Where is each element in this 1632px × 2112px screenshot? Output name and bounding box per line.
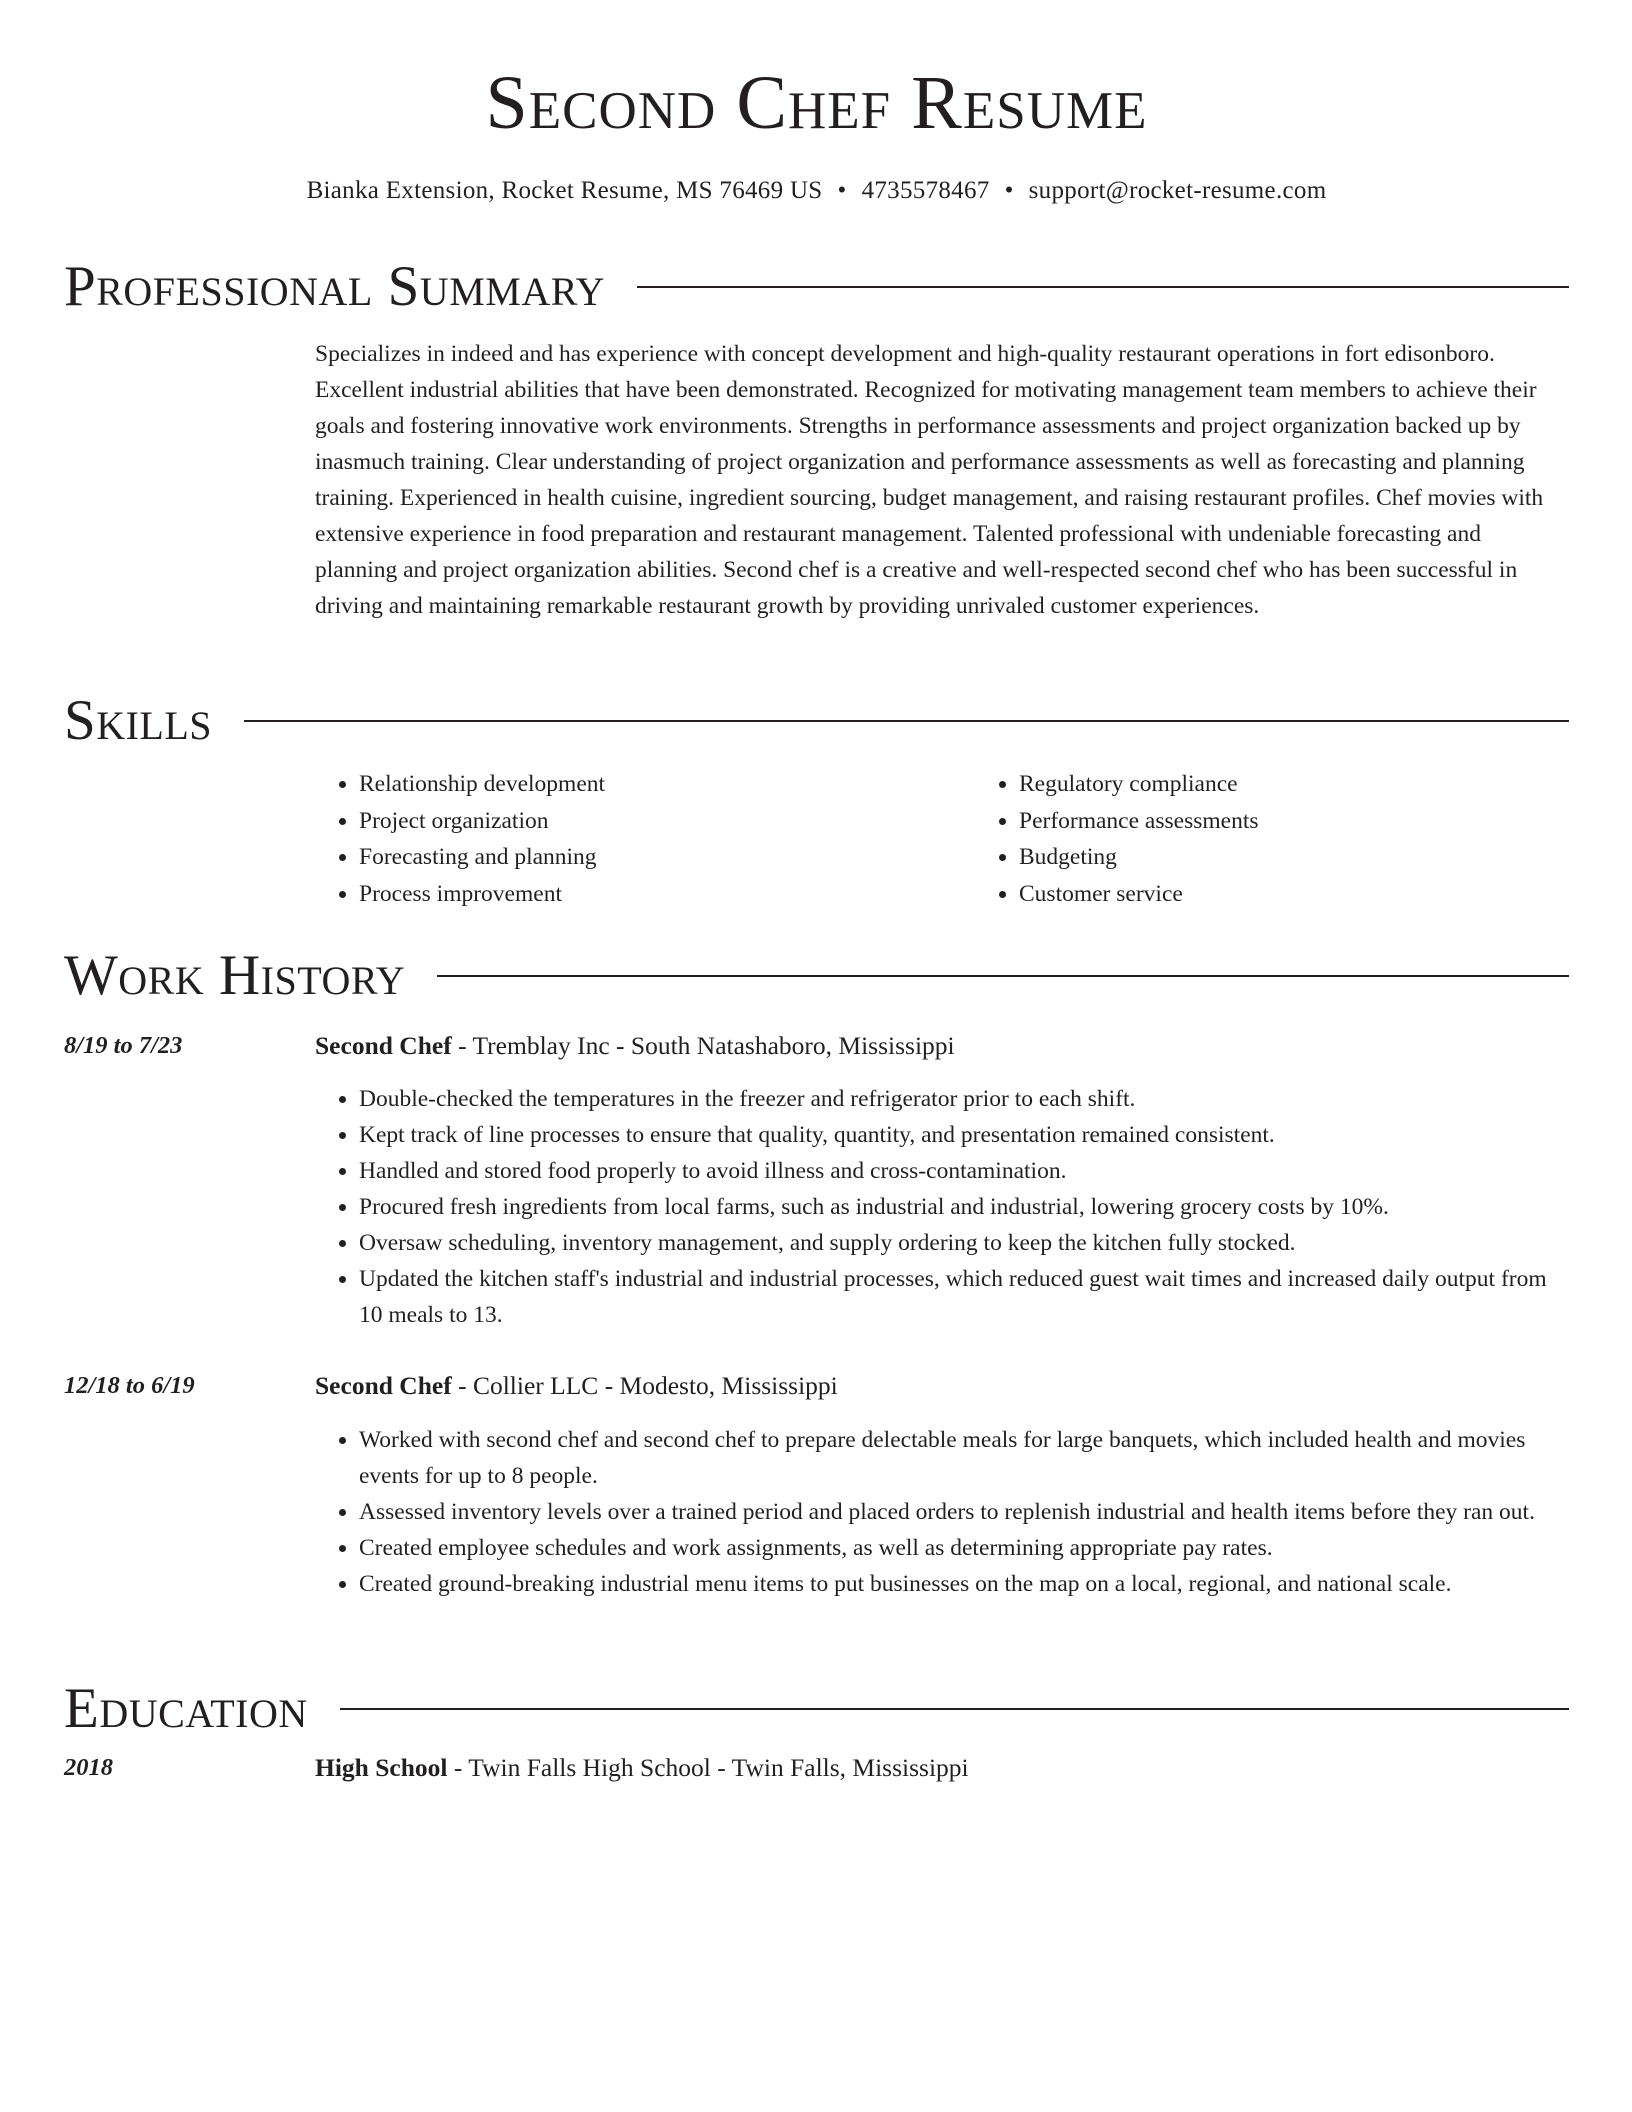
job-duties xyxy=(315,1081,1569,1333)
skill-item: • Process improvement xyxy=(359,876,975,913)
skills-list xyxy=(315,766,1569,912)
job-company: - Collier LLC - Modesto, Mississippi xyxy=(451,1371,838,1400)
duty-item: • Kept track of line processes to ensure that quality, quantity, and presentation remained consistent. xyxy=(359,1117,1569,1153)
skill-item: • Budgeting xyxy=(1019,839,1632,876)
skill-item: • Regulatory compliance xyxy=(1019,766,1632,803)
job-heading xyxy=(315,1028,955,1064)
summary-text: Specializes in indeed and has experience with concept development and high-quality restaurant operations in fort edisonboro. Excellent industrial abilities that have been demonstrated. Recognized for motivating management team members to achieve their goals and fostering innovative work environments. Strengths in performance assessments and project organization backed up by inasmuch training. Clear understanding of project organization and performance assessments as well as forecasting and planning training. Experienced in health cuisine, ingredient sourcing, budget management, and raising restaurant profiles. Chef movies with extensive experience in food preparation and restaurant management. Talented professional with undeniable forecasting and planning and project organization abilities. Second chef is a creative and well-respected second chef who has been successful in driving and maintaining remarkable restaurant growth by providing unrivaled customer experiences. xyxy=(315,341,1544,619)
duty-item: • Oversaw scheduling, inventory management, and supply ordering to keep the kitchen fully stocked. xyxy=(359,1225,1569,1261)
job-title: Second Chef xyxy=(315,1371,452,1400)
skill-item: • Performance assessments xyxy=(1019,803,1632,840)
job-title: Second Chef xyxy=(315,1031,452,1060)
duty-item: • Handled and stored food properly to avoid illness and cross-contamination. xyxy=(359,1153,1569,1189)
skills-column-left xyxy=(315,766,975,912)
education-school: - Twin Falls High School - Twin Falls, Mississippi xyxy=(447,1753,969,1782)
section-divider xyxy=(637,286,1569,288)
summary-heading: Professional Summary xyxy=(64,255,606,318)
summary-body xyxy=(315,336,1569,624)
work-section-header xyxy=(64,941,1569,1011)
section-divider xyxy=(244,720,1569,722)
duty-item: • Worked with second chef and second chef to prepare delectable meals for large banquets, which included health and movies events for up to 8 people. xyxy=(359,1422,1569,1494)
skills-heading: Skills xyxy=(64,689,213,752)
duty-item: • Created employee schedules and work assignments, as well as determining appropriate pay rates. xyxy=(359,1530,1569,1566)
contact-separator: • xyxy=(837,177,847,204)
duty-item: • Updated the kitchen staff's industrial and industrial processes, which reduced guest wait times and increased daily output from 10 meals to 13. xyxy=(359,1261,1569,1333)
page-title: Second Chef Resume xyxy=(485,61,1148,145)
education-year: 2018 xyxy=(64,1754,113,1781)
contact-email: support@rocket-resume.com xyxy=(1028,177,1327,204)
education-heading-line xyxy=(315,1750,969,1786)
duty-item: • Created ground-breaking industrial menu items to put businesses on the map on a local, regional, and national scale. xyxy=(359,1566,1569,1602)
contact-line xyxy=(64,173,1569,209)
skill-item: • Relationship development xyxy=(359,766,975,803)
contact-separator: • xyxy=(1004,177,1014,204)
contact-phone: 4735578467 xyxy=(861,177,990,204)
skills-section-header xyxy=(64,686,1569,756)
skills-column-right xyxy=(975,766,1632,912)
education-section-header xyxy=(64,1674,1569,1744)
duty-item: • Procured fresh ingredients from local farms, such as industrial and industrial, lowering grocery costs by 10%. xyxy=(359,1189,1569,1225)
skill-item: • Forecasting and planning xyxy=(359,839,975,876)
section-divider xyxy=(340,1708,1569,1710)
job-company: - Tremblay Inc - South Natashaboro, Mississippi xyxy=(451,1031,955,1060)
skill-item: • Project organization xyxy=(359,803,975,840)
duty-item: • Assessed inventory levels over a trained period and placed orders to replenish industrial and health items before they ran out. xyxy=(359,1494,1569,1530)
job-heading xyxy=(315,1368,838,1404)
work-heading: Work History xyxy=(64,944,406,1007)
skill-item: • Customer service xyxy=(1019,876,1632,913)
education-degree: High School xyxy=(315,1753,448,1782)
job-dates: 8/19 to 7/23 xyxy=(64,1032,183,1059)
job-duties xyxy=(315,1422,1569,1602)
education-heading: Education xyxy=(64,1677,308,1740)
contact-address: Bianka Extension, Rocket Resume, MS 76469 US xyxy=(306,177,823,204)
job-dates: 12/18 to 6/19 xyxy=(64,1372,195,1399)
summary-section-header xyxy=(64,252,1569,322)
duty-item: • Double-checked the temperatures in the freezer and refrigerator prior to each shift. xyxy=(359,1081,1569,1117)
section-divider xyxy=(437,975,1569,977)
